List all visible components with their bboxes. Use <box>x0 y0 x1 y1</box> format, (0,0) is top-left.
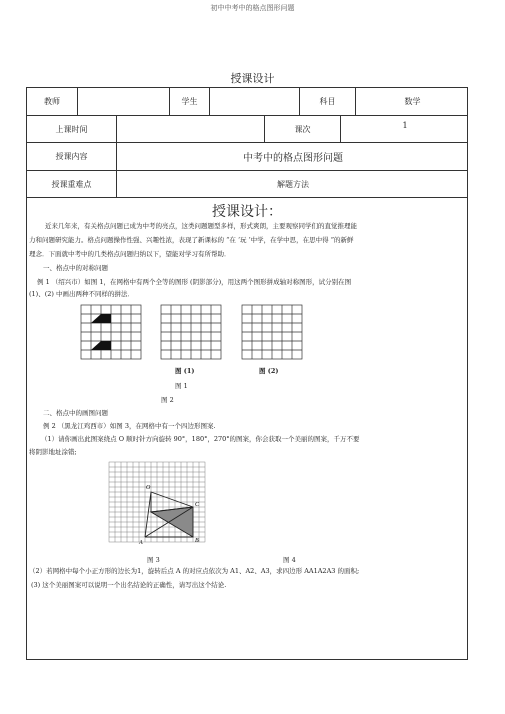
grid-figure-3 <box>242 305 302 359</box>
point-b-label: B <box>195 538 199 544</box>
student-label: 学生 <box>170 88 210 115</box>
subject-label: 科目 <box>300 88 356 115</box>
grid-figure-2 <box>161 305 221 359</box>
doc-title: 授课设计 <box>230 72 275 85</box>
question-1-line-2: 将阴影地址涂错; <box>29 448 77 456</box>
example-2: 例 2 （黑龙江鸡西市）如图 3，在网格中有一个四边形图案. <box>43 422 216 430</box>
point-c-label: C <box>195 502 200 508</box>
key-row <box>27 171 467 198</box>
quadrilateral-grid-figure <box>109 462 205 544</box>
section-1-heading: 一、格点中的对称问题 <box>43 264 108 272</box>
section-2-heading: 二、格点中的画图问题 <box>43 409 108 417</box>
example-1-line-2: (1)、(2) 中画出两种不同样的拼法． <box>29 290 134 298</box>
subject-value: 数学 <box>404 97 421 106</box>
content-value: 中考中的格点图形问题 <box>243 153 343 164</box>
intro-line-2: 力和问题研究能力。格点问题操作性强、兴趣性浓，表现了新课标的 “在 ‘玩 ’中学，在学中思，在思中得 ”的新鲜 <box>29 236 354 244</box>
question-3: (3) 这个美丽图案可以说明一个出名结论的正确性，请写出这个结论. <box>31 581 227 589</box>
figure-label-1: 图 (1) <box>175 367 195 375</box>
figure-3-caption: 图 3 <box>147 556 160 564</box>
question-2: （2）若网格中每个小正方形的边长为1，旋转后点 A 的对应点依次为 A1、A2、A3，求四边形 AA1A2A3 的面积; <box>29 567 360 575</box>
info-row <box>27 88 467 116</box>
content-row <box>27 143 467 171</box>
figure-2-caption: 图 2 <box>161 396 174 404</box>
page-header: 初中中考中的格点图形问题 <box>210 4 295 12</box>
point-o-label: O <box>146 485 151 491</box>
key-label: 授课重难点 <box>27 171 117 197</box>
body-heading: 授课设计： <box>212 204 282 220</box>
figure-label-2: 图 (2) <box>259 367 279 375</box>
lesson-value: 1 <box>402 121 408 130</box>
teacher-label: 教师 <box>27 88 78 115</box>
question-1-line-1: （1）请你画出此图案绕点 O 顺时针方向旋转 90°，180°，270°的图案，你会获取一个美丽的图案，千万不要 <box>41 435 360 443</box>
lesson-form <box>26 87 468 660</box>
figure-1-caption: 图 1 <box>175 382 188 390</box>
student-value <box>210 88 300 115</box>
time-value <box>117 116 265 142</box>
content-label: 授课内容 <box>27 143 117 170</box>
point-a-label: A <box>139 540 143 546</box>
time-label: 上课时间 <box>27 116 117 142</box>
intro-line-3: 理念．下面就中考中的几类格点问题归纳以下，望能对学习有所帮助． <box>29 250 231 258</box>
teacher-value <box>78 88 170 115</box>
figure-4-caption: 图 4 <box>283 556 296 564</box>
key-value: 解题方法 <box>277 179 309 189</box>
lesson-label: 课次 <box>265 116 341 142</box>
grid-figure-1 <box>81 305 141 359</box>
intro-line-1: 近来几年来，有关格点问题已成为中考的亮点，这类问题题型多样，形式爽朗，主要观察同学们的直觉推理能 <box>45 222 357 230</box>
time-row <box>27 116 467 143</box>
example-1-line-1: 例 1 （绍兴市）如图 1，在网格中有两个全等的图形 (阴影部分)，用这两个图形拼成轴对称图形，试分别在图 <box>37 278 352 286</box>
